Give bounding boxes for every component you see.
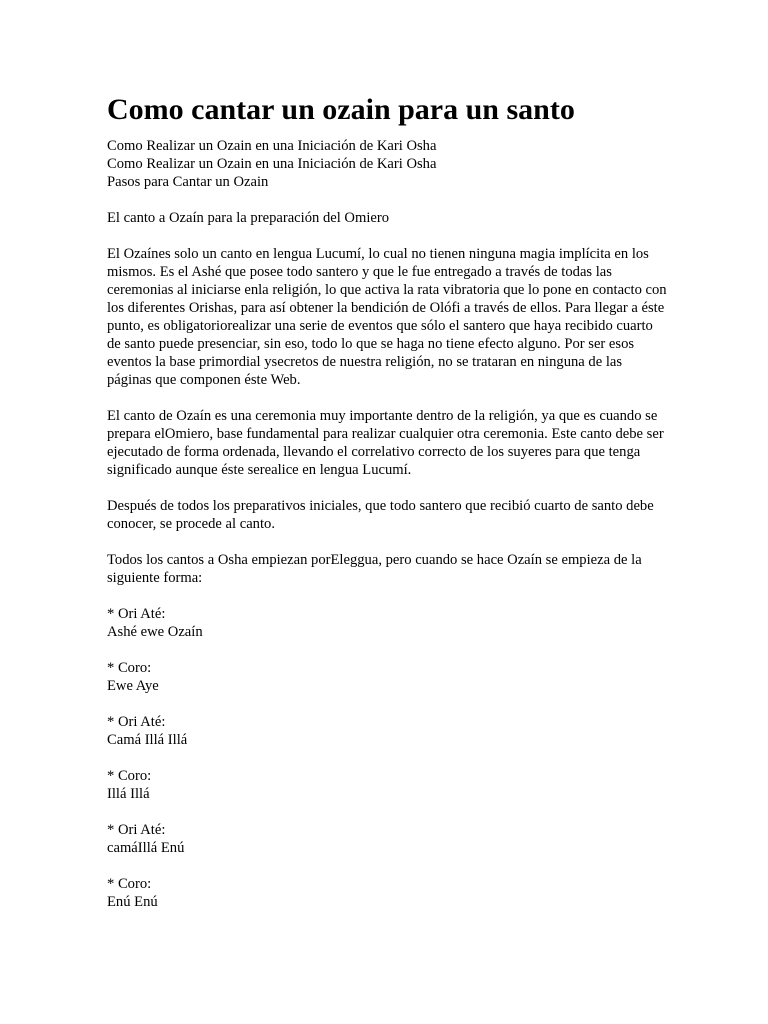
verse-text: Ashé ewe Ozaín (107, 624, 203, 640)
verse-text: Camá Illá Illá (107, 732, 188, 748)
subtitle-line: Como Realizar un Ozain en una Iniciación de Kari Osha (107, 156, 437, 172)
subtitle-block (107, 137, 667, 191)
song-verse (107, 875, 667, 911)
verse-text: camáIllá Enú (107, 840, 185, 856)
song-verse (107, 767, 667, 803)
song-verse (107, 713, 667, 749)
verse-text: Enú Enú (107, 894, 158, 910)
document-content (107, 92, 667, 911)
verse-speaker: * Ori Até: (107, 822, 166, 838)
verse-speaker: * Coro: (107, 876, 152, 892)
verse-speaker: * Ori Até: (107, 606, 166, 622)
song-verse (107, 821, 667, 857)
verse-text: Illá Illá (107, 786, 150, 802)
verse-speaker: * Coro: (107, 660, 152, 676)
body-paragraph: Todos los cantos a Osha empiezan porEleggua, pero cuando se hace Ozaín se empieza de la siguiente forma: (107, 552, 642, 586)
verse-text: Ewe Aye (107, 678, 159, 694)
page-title: Como cantar un ozain para un santo (107, 93, 575, 126)
subtitle-line: Pasos para Cantar un Ozain (107, 174, 269, 190)
section-heading: El canto a Ozaín para la preparación del Omiero (107, 210, 390, 226)
body-paragraph: El canto de Ozaín es una ceremonia muy importante dentro de la religión, ya que es cuando se prepara elOmiero, base fundamental para realizar cualquier otra ceremonia. Este canto debe ser ejecutado de forma ordenada, llevando el correlativo correcto de los suyeres para que tenga significado aunque éste serealice en lengua Lucumí. (107, 408, 664, 478)
body-paragraph: Después de todos los preparativos iniciales, que todo santero que recibió cuarto de santo debe conocer, se procede al canto. (107, 498, 654, 532)
song-verse (107, 659, 667, 695)
verse-speaker: * Coro: (107, 768, 152, 784)
song-verse (107, 605, 667, 641)
subtitle-line: Como Realizar un Ozain en una Iniciación de Kari Osha (107, 138, 437, 154)
body-paragraph: El Ozaínes solo un canto en lengua Lucumí, lo cual no tienen ninguna magia implícita en los mismos. Es el Ashé que posee todo santero y que le fue entregado a través de todas las ceremonias al iniciarse enla religión, lo que activa la rata vibratoria que lo pone en contacto con los diferentes Orishas, para así obtener la bendición de Olófi a través de ellos. Para llegar a éste punto, es obligatoriorealizar una serie de eventos que sólo el santero que haya recibido cuarto de santo puede presenciar, sin eso, todo lo que se haga no tiene efecto alguno. Por ser esos eventos la base primordial ysecretos de nuestra religión, no se trataran en ninguna de las páginas que componen éste Web. (107, 246, 667, 388)
verse-speaker: * Ori Até: (107, 714, 166, 730)
